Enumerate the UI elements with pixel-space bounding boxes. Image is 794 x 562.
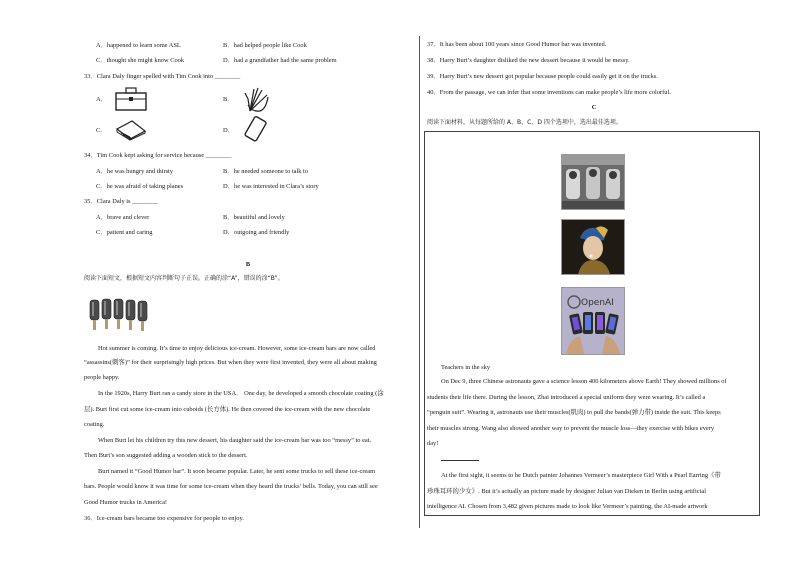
passage-b-p1-line1: Hot summer is coming. It’s time to enjoy delicious ice-cream. However, some ice-cream bars are now called [98,345,376,352]
hand-icon [242,85,272,113]
q38-statement: 38．Harry Burt’s daughter disliked the new dessert because it would be messy. [427,57,630,64]
text1-line1: On Dec 9, three Chinese astronauts gave a science lesson 400 kilometers above Earth! They showed millions of [441,378,727,385]
book-icon [114,117,148,141]
q32-option-c[interactable]: C．thought she might know Cook [96,57,185,64]
q39-statement: 39．Harry Burt’s new dessert got popular because people could easily get it on the trucks. [427,73,658,80]
q34-option-c[interactable]: C．he was afraid of taking planes [96,183,184,190]
text1-line3: “penguin suit”. Wearing it, astronauts use their muscles(肌肉) to pull the bands(弹力带) inside the suit. This keeps [427,409,721,416]
left-column [84,0,412,562]
text1-line4: their muscles strong. Wang also showed another way to prevent the muscle loss—they exercise with bikes every [427,425,715,432]
passage-b-p3-line1: When Burt let his children try this new dessert, his daughter said the ice-cream bar was too “messy” to eat. [98,437,372,444]
q32-option-b[interactable]: B．had helped people like Cook [223,42,307,49]
astronauts-photo [561,154,625,210]
q33-option-b[interactable]: B． [223,96,234,103]
text2-line1: At the first sight, it seems to be Dutch painter Johannes Vermeer’s masterpiece Girl With a Pearl Earring《带 [441,472,721,479]
q35-stem: 35．Clara Daly is ________ [84,198,158,205]
text1-title: Teachers in the sky [441,364,491,371]
passage-b-p3-line2: Then Burt’s son suggested adding a wooden stick to the dessert. [84,452,248,459]
passage-b-p2-line3: coating. [84,421,105,428]
q33-stem: 33．Clara Daly finger spelled with Tim Cook into ________ [84,73,241,80]
q32-option-a[interactable]: A．happened to learn some ASL [96,42,181,49]
text2-line2: 珍珠耳环的少女》. But it’s actually an picture made by designer Julian van Dieken in Berlin using artificial [427,488,706,495]
q40-statement: 40．From the passage, we can infer that some inventions can make people’s life more colorful. [427,89,671,96]
q35-option-c[interactable]: C．patient and caring [96,229,153,236]
passage-b-p1-line2: “assassins(刺客)” for their surprisingly high prices. But when they were first invented, they were all about making [84,359,377,366]
q35-option-d[interactable]: D．outgoing and friendly [223,229,290,236]
openai-logo-text: OpenAI [581,298,614,308]
section-b-instruction: 阅读下面短文，根据短文内容判断句子正误。正确的涂“A”，错误的涂“B”。 [84,275,284,282]
passage-b-p2-line1: In the 1920s, Harry Burt ran a candy store in the USA． One day, he developed a smooth chocolate coating (涂 [98,390,384,397]
passage-b-p4-line3: Good Humor trucks in America! [84,499,168,506]
q33-option-c[interactable]: C． [96,127,107,134]
text1-line2: students their life there. During the lesson, Zhai introduced a special uniform they were wearing. It’s called a [427,394,706,401]
text2-line3: intelligence AI. Chosen from 3,482 given pictures made to look like Vermeer’s painting, the AI-made artwork [427,503,708,510]
q34-option-d[interactable]: D．he was interested in Clara’s story [223,183,319,190]
passage-b-p4-line2: bars. People would know it was time for some ice-cream when they heard the trucks’ bells. Today, you can still see [84,483,378,490]
answer-blank[interactable] [441,460,479,461]
q34-option-b[interactable]: B．he needed someone to talk to [223,168,309,175]
q35-option-a[interactable]: A．brave and clever [96,214,150,221]
passage-b-p2-line2: 层). Burt first cut some ice-cream into cuboids (长方体). He then covered the ice-cream with the new chocolate [84,406,371,413]
column-divider [419,36,420,528]
pearl-earring-painting [561,219,625,275]
q34-option-a[interactable]: A．he was hungry and thirsty [96,168,174,175]
section-c-instruction: 阅读下面材料，从每题所给的 A、B、C、D 四个选项中，选出最佳选项。 [427,119,622,126]
q33-option-a[interactable]: A． [96,96,108,103]
q32-option-d[interactable]: D．had a grandfather had the same problem [223,57,337,64]
section-b-heading: B [245,261,251,268]
briefcase-icon [114,86,148,112]
tablet-icon [242,116,270,142]
passage-b-p1-line3: people happy. [84,374,120,381]
q35-option-b[interactable]: B．beautiful and lovely [223,214,285,221]
q37-statement: 37．It has been about 100 years since Good Humor bar was invented. [427,41,607,48]
q34-stem: 34．Tim Cook kept asking for service because ________ [84,152,232,159]
passage-b-p4-line1: Burt named it “Good Humor bar”. It soon became popular. Later, he sent some trucks to sell these ice-cream [98,468,376,475]
ice-cream-bars-image [88,296,154,334]
q33-option-d[interactable]: D． [223,127,235,134]
text1-line5: day! [427,440,439,447]
section-c-heading: C [591,104,597,111]
openai-phones-image [561,287,625,355]
q36-statement: 36．Ice-cream bars became too expensive for people to enjoy. [84,515,244,522]
